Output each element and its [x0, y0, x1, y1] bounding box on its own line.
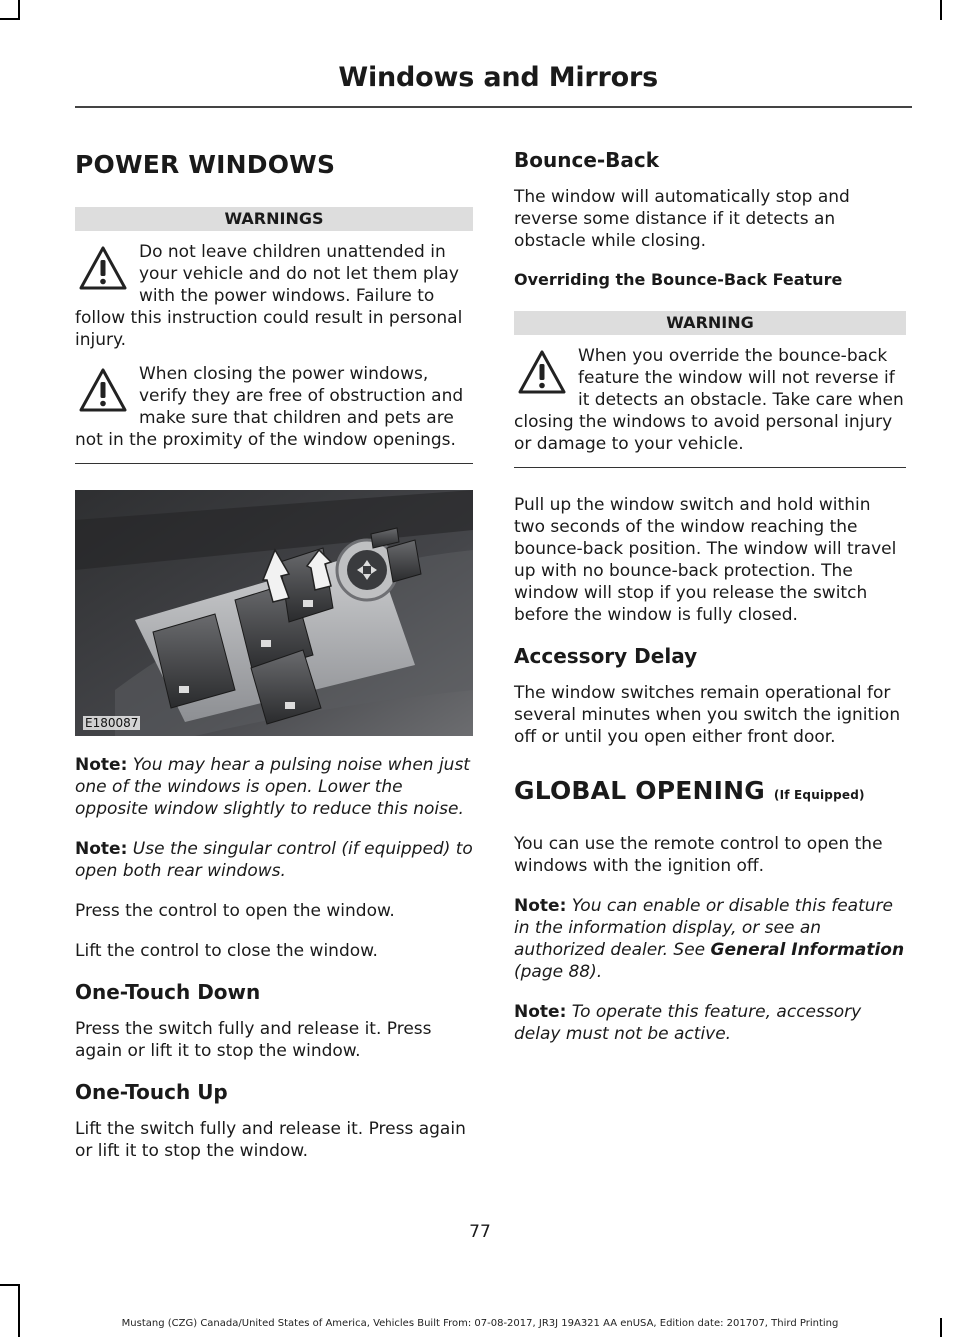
body-paragraph: You can use the remote control to open the windows with the ignition off. — [514, 834, 883, 876]
subheading-accessory-delay: Accessory Delay — [514, 644, 698, 668]
section-title-text: GLOBAL OPENING — [514, 776, 765, 805]
note-text: To operate this feature, accessory delay must not be active. — [514, 1002, 862, 1044]
page-footer: Mustang (CZG) Canada/United States of America, Vehicles Built From: 07-08-2017, JR3J 19A321 AA enUSA, Edition date: 201707, Third Printing — [121, 1318, 839, 1329]
warning-triangle-icon — [77, 365, 129, 417]
cross-reference-link[interactable]: General Information — [710, 940, 905, 960]
body-paragraph: Lift the switch fully and release it. Press again or lift it to stop the window. — [75, 1119, 466, 1161]
body-paragraph: Lift the control to close the window. — [75, 941, 378, 961]
subheading-one-touch-down: One-Touch Down — [75, 980, 261, 1004]
window-switch-illustration — [75, 490, 473, 736]
note-label: Note: — [75, 755, 128, 775]
crop-mark — [0, 1284, 20, 1286]
note-paragraph — [514, 895, 906, 983]
note-paragraph — [514, 1001, 906, 1045]
note-label: Note: — [75, 839, 128, 859]
figure-code: E180087 — [85, 716, 139, 730]
crop-mark — [0, 18, 20, 20]
note-paragraph — [75, 838, 473, 882]
crop-mark — [940, 0, 942, 20]
warning-divider — [514, 467, 906, 468]
body-paragraph: Pull up the window switch and hold within two seconds of the window reaching the bounce-back position. The window will travel up with no bounce-back protection. The window will stop if you release the switch before the window is fully closed. — [514, 495, 897, 625]
warning-triangle-icon — [516, 347, 568, 399]
warning-text: Do not leave children unattended in your vehicle and do not let them play with the power windows. Failure to follow this instruction could result in personal injury. — [75, 242, 463, 350]
page-header-title: Windows and Mirrors — [338, 62, 658, 93]
note-text: You can enable or disable this feature in the information display, or see an authorized dealer. See — [514, 896, 893, 960]
crop-mark — [18, 1284, 20, 1337]
note-text: You may hear a pulsing noise when just one of the windows is open. Lower the opposite window slightly to reduce this noise. — [75, 755, 470, 819]
warning-divider — [75, 463, 473, 464]
door-panel-image — [75, 490, 473, 736]
note-label: Note: — [514, 1002, 567, 1022]
page-reference: (page 88). — [514, 962, 603, 982]
section-title-global-opening — [514, 776, 906, 805]
note-paragraph — [75, 754, 473, 820]
subheading-override-bounce-back: Overriding the Bounce-Back Feature — [514, 270, 843, 289]
warning-triangle-icon — [77, 243, 129, 295]
left-column — [75, 138, 473, 1180]
note-text: Use the singular control (if equipped) to open both rear windows. — [75, 839, 473, 881]
crop-mark — [18, 0, 20, 20]
warning-item — [514, 345, 906, 455]
if-equipped-tag: (If Equipped) — [773, 788, 865, 802]
subheading-one-touch-up: One-Touch Up — [75, 1080, 228, 1104]
section-title-power-windows: POWER WINDOWS — [75, 150, 336, 179]
subheading-bounce-back: Bounce-Back — [514, 148, 660, 172]
warning-item — [75, 241, 473, 351]
page-number: 77 — [469, 1222, 491, 1242]
warning-band: WARNING — [514, 311, 906, 335]
body-paragraph: The window switches remain operational for several minutes when you switch the ignition off or until you open either front door. — [514, 683, 901, 747]
warning-text: When you override the bounce-back feature the window will not reverse if it detects an obstacle. Take care when closing the windows to avoid personal injury or damage to your vehicle. — [514, 346, 904, 454]
header-divider — [75, 106, 912, 108]
warnings-band: WARNINGS — [75, 207, 473, 231]
right-column — [514, 138, 906, 1063]
warning-item — [75, 363, 473, 451]
warning-text: When closing the power windows, verify they are free of obstruction and make sure that children and pets are not in the proximity of the window openings. — [75, 364, 464, 450]
body-paragraph: Press the control to open the window. — [75, 901, 395, 921]
body-paragraph: The window will automatically stop and reverse some distance if it detects an obstacle while closing. — [514, 187, 850, 251]
note-label: Note: — [514, 896, 567, 916]
body-paragraph: Press the switch fully and release it. Press again or lift it to stop the window. — [75, 1019, 432, 1061]
